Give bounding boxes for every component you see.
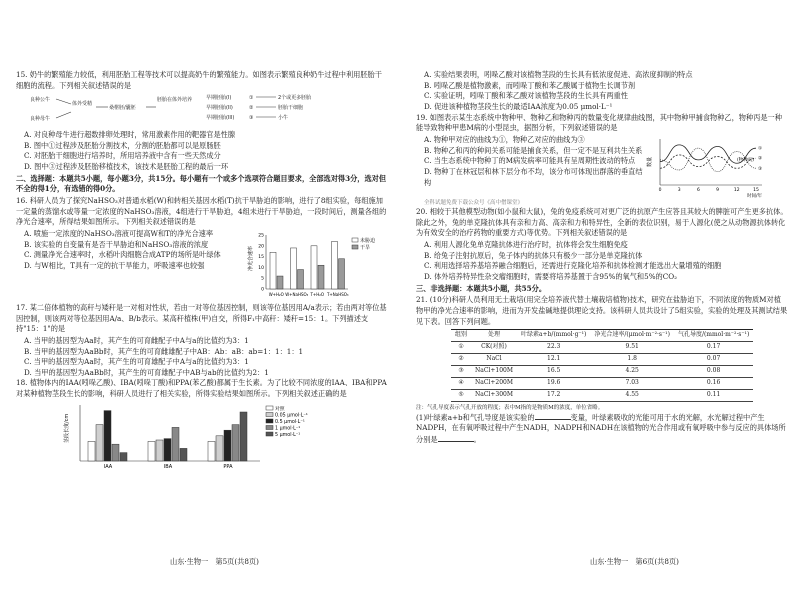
q21-sub1-part-a: (1)叶绿素a+b和气孔导度是该实验的	[416, 412, 535, 422]
q18-option-b: B. 吲哚乙酸是植物激素，而吲哚丁酸和苯乙酸属于植物生长调节剂	[424, 80, 636, 90]
y-tick-label: 10	[258, 265, 264, 271]
x-tick-label: T+H₂O	[310, 291, 325, 297]
bar	[156, 440, 163, 461]
bar	[277, 276, 283, 289]
diagram-node: 桑椹胚/囊胚	[109, 105, 136, 112]
x-tick-label: W+H₂O	[268, 291, 284, 297]
legend-swatch	[352, 245, 358, 249]
q15-option-d: D. 图中③过程涉及胚胎移植技术，该技术是胚胎工程的最后一环	[24, 161, 229, 171]
section-2-heading: 二、选择题：本题共5小题，每小题3分，共15分。每小题有一个或多个选项符合题目要求，全部选对得3分，选对但不全的得1分，有选错的得0分。	[16, 173, 387, 194]
question-18-options	[416, 70, 788, 113]
question-18	[16, 378, 388, 476]
diagram-node: 小牛	[278, 115, 289, 122]
q15-flow-diagram	[16, 92, 388, 126]
table-cell: ④	[451, 377, 471, 389]
bar	[339, 259, 345, 289]
diagram-node: 早期胚胎(I)	[206, 95, 232, 102]
legend-label: 0.5 μmol·L⁻¹	[275, 419, 305, 425]
x-tick-label: 15	[753, 187, 759, 193]
series-label: ②	[758, 156, 763, 162]
y-tick-label: 20	[258, 244, 264, 250]
table-row	[451, 342, 753, 354]
table-row	[451, 354, 753, 366]
table-cell: ①	[451, 342, 471, 354]
q19-option-d: D. 物种丁在林冠层和林下层分布不均，该分布可体现出群落的垂直结构	[424, 166, 643, 187]
table-cell: 17.2	[517, 389, 590, 401]
x-tick-label: 3	[677, 187, 681, 193]
answer-blank[interactable]	[535, 412, 571, 420]
x-axis-label: 时间/年	[746, 193, 762, 199]
bar	[298, 269, 304, 288]
diagram-label: ②	[249, 105, 254, 112]
table-cell: NaCl+200M	[471, 377, 517, 389]
legend-label: 干旱	[360, 244, 371, 251]
diagram-node: 胚胎在体外培养	[157, 97, 193, 104]
diagram-label: ③	[249, 115, 254, 122]
legend-swatch	[266, 412, 273, 416]
table-cell: 0.11	[674, 389, 753, 401]
bar	[208, 441, 215, 461]
diagram-node: 2个或更多胚胎	[278, 95, 312, 102]
diagram-node: 良种公牛	[30, 97, 51, 104]
x-tick-label: W+NaHSO₃	[285, 291, 309, 297]
page-footer-5: 山东·生物一 第5页(共8页)	[170, 557, 259, 566]
question-20	[416, 207, 788, 283]
table-cell: 4.55	[590, 389, 674, 401]
q15-option-c: C. 对胚胎干细胞进行培养时，所用培养液中含有一些天然成分	[24, 151, 221, 161]
q19-stem: 19. 如图表示某生态系统中物种甲、物种乙和物种丙的数量变化规律曲线图，其中物种甲捕食物种乙，物种丙是一种能导致物种甲患M病的小型昆虫，据图分析，下列叙述错误的是	[416, 112, 782, 133]
table-cell: 1.8	[590, 354, 674, 366]
y-tick-label: 15	[258, 254, 264, 260]
table-cell: NaCl+300M	[471, 389, 517, 401]
table-header: 气孔导度/(mmol·m⁻²·s⁻¹)	[674, 330, 753, 342]
exam-page-5	[16, 70, 388, 560]
q17-option-c: C. 当甲的基因型为Aa时，其产生的可育雄配子中A与a的比值约为3：1	[24, 357, 249, 367]
bar	[180, 448, 187, 461]
x-tick-label: 12	[733, 187, 740, 193]
table-cell: 0.16	[674, 377, 753, 389]
q20-option-b: B. 给兔子注射抗原后，兔子体内的抗体只有极少一部分是单克隆抗体	[424, 250, 643, 260]
q16-option-c: C. 测量净光合速率时，水稻叶肉细胞合成ATP的场所是叶绿体	[24, 250, 221, 260]
q20-option-d: D. 体外培养特异性杂交瘤细胞时，需要将培养基置于含95%的氧气和5%的CO₂	[424, 272, 677, 281]
question-21	[416, 295, 788, 445]
q19-option-a: A. 物种甲对应的曲线为①，物种乙对应的曲线为③	[424, 134, 585, 144]
bar	[270, 252, 276, 289]
bar	[318, 265, 324, 289]
table-cell: 7.03	[590, 377, 674, 389]
bar	[172, 427, 179, 461]
legend-label: 对照	[275, 406, 285, 412]
table-cell: ③	[451, 365, 471, 377]
q18-option-d: D. 促进该种植物茎段生长的最适IAA浓度为0.05 μmol·L⁻¹	[424, 101, 613, 111]
q16-option-d: D. 与W相比，T具有一定的抗干旱能力，呼吸速率也较强	[24, 260, 205, 270]
x-tick-label: IBA	[163, 463, 173, 470]
q15-option-b: B. 图中①过程涉及胚胎分割技术，分割的胚胎都可以是原肠胚	[24, 140, 221, 150]
bar	[148, 441, 155, 461]
bar	[164, 438, 171, 460]
q19-option-c: C. 当生态系统中物种丁的M病发病率可能具有呈周期性波动的特点	[424, 156, 636, 166]
table-cell: 0.07	[674, 354, 753, 366]
table-cell: 0.08	[674, 365, 753, 377]
bar	[332, 241, 338, 289]
diagram-node: 良种母牛	[30, 116, 51, 123]
legend-swatch	[266, 432, 273, 436]
table-header: 组别	[451, 330, 471, 342]
q18-option-a: A. 实验结果表明，吲哚乙酸对该植物茎段的生长具有低浓度促进、高浓度抑制的特点	[424, 70, 693, 79]
q18-bar-chart	[56, 401, 356, 473]
q21-table-note: 注：气孔导度表示气孔开放的程度；表中M指的是物质M的浓度，单位省略。	[416, 404, 604, 411]
diagram-node: 早期胚胎(III)	[206, 115, 235, 122]
question-17	[16, 303, 388, 379]
q21-sub1-part-b: 变量，叶绿素吸收的光能可用于水的光解，水光解过程中产生NADPH，在有氧呼吸过程中产生NADH，NADPH和NADH在该植物的光合作用或有氧呼吸中参与反应的具体场所分别是	[416, 412, 786, 444]
y-axis-label: 净光合速率	[248, 245, 254, 271]
q21-subquestion-1	[416, 412, 788, 446]
q19-option-b: B. 物种乙和丙的种间关系可能是捕食关系，但一定不是互利共生关系	[424, 145, 643, 155]
table-cell: 9.51	[590, 342, 674, 354]
table-cell: CK(对照)	[471, 342, 517, 354]
legend-label: 1 μmol·L⁻¹	[275, 426, 301, 432]
q15-stem: 15. 奶牛的繁殖能力较低，利用胚胎工程等技术可以提高奶牛的繁殖能力。如图表示繁殖良种奶牛过程中利用胚胎干细胞的流程。下列相关叙述错误的是	[16, 70, 382, 90]
table-cell: 0.17	[674, 342, 753, 354]
diagram-label: ①	[249, 95, 254, 102]
legend-swatch	[266, 406, 273, 410]
bar	[120, 452, 127, 460]
question-19	[416, 113, 788, 207]
question-15	[16, 70, 388, 173]
table-cell: 4.25	[590, 365, 674, 377]
legend-label: 5 μmol·L⁻¹	[275, 432, 301, 438]
q21-stem: 21. (10分)科研人员利用无土栽培(用完全培养液代替土壤栽培植物)技术，研究在盐胁迫下，不同浓度的物质M对植物甲的净光合速率的影响，进而为开发盐碱地提供理论支持。该科研人员共设计了5组实验，实验的处理及其测试结果见下表。回答下列问题。	[416, 295, 788, 326]
q16-bar-chart	[244, 229, 384, 303]
exam-page-6	[416, 70, 788, 560]
table-cell: NaCl	[471, 354, 517, 366]
bar	[104, 410, 111, 460]
q18-option-c: C. 实验证明，吲哚丁酸和苯乙酸对该植物茎段的生长具有两重性	[424, 91, 628, 101]
bar	[232, 424, 239, 460]
bar	[240, 412, 247, 461]
q17-stem: 17. 某二倍体植物的高秆与矮秆是一对相对性状，若由一对等位基因控制，则该等位基因用A/a表示；若由两对等位基因控制，则该两对等位基因用A/a、B/b表示。某高秆植株(甲)自交，所得F₁中高秆：矮秆=15：1。下列描述支持"15：1"的是	[16, 302, 387, 334]
bar	[88, 441, 95, 461]
legend-label: 未胁迫	[360, 237, 376, 244]
diagram-node: 早期胚胎(II)	[206, 105, 233, 112]
bar	[311, 246, 317, 289]
table-header: 叶绿素a+b/(mmol·g⁻¹)	[517, 330, 590, 342]
question-16	[16, 196, 388, 303]
table-cell: 19.6	[517, 377, 590, 389]
x-tick-label: IAA	[103, 463, 113, 470]
table-cell: 16.5	[517, 365, 590, 377]
table-cell: ②	[451, 354, 471, 366]
table-header-row	[451, 330, 753, 342]
q19-watermark: 全科试题免费下载公众号《高中僧课堂》	[424, 199, 524, 206]
bar	[96, 424, 103, 460]
x-tick-label: PPA	[223, 463, 233, 470]
legend-label: 0.05 μmol·L⁻¹	[275, 413, 308, 419]
section-3-heading: 三、非选择题：本题共5小题，共55分。	[416, 283, 547, 293]
table-cell: 22.3	[517, 342, 590, 354]
bar	[216, 436, 223, 461]
table-cell: NaCl+100M	[471, 365, 517, 377]
y-axis-label: 数量	[647, 156, 653, 167]
table-row	[451, 365, 753, 377]
series-label: ①	[758, 146, 763, 152]
q16-stem: 16. 科研人员为了探究NaHSO₃对普通水稻(W)和转相关基因水稻(T)抗干旱胁迫的影响，进行了8组实验，每组施加一定量的蒸馏水或等量一定浓度的NaHSO₃溶液，4组进行干旱胁迫，4组未进行干旱胁迫，一段时间后，测量各组的净光合速率，所得结果如图所示。下列相关叙述错误的是	[16, 195, 387, 227]
q19-line-chart	[644, 135, 784, 199]
q16-option-b: B. 该实验的自变量有是否干旱胁迫和NaHSO₃溶液的浓度	[24, 239, 209, 249]
legend-swatch	[266, 425, 273, 429]
q20-stem: 20. 相较于其他模型动物(如小鼠和大鼠)，兔的免疫系统可对更广泛的抗原产生应答且其较大的脾脏可产生更多抗体。除此之外，兔的单克隆抗体具有亲和力高、高亲和力和特异性，全新的表位识别，易于人源化(使之从动物源抗体转化为有效安全的治疗药物的重要方式)等优势。下列相关叙述错误的是	[416, 207, 788, 238]
table-header: 处理	[471, 330, 517, 342]
x-tick-label: T+NaHSO₃	[326, 291, 349, 297]
q21-sub1-part-c: 。	[473, 434, 481, 444]
q20-option-a: A. 利用人源化兔单克隆抗体进行治疗时，抗体将会发生细胞免疫	[424, 240, 628, 250]
table-cell: ⑤	[451, 389, 471, 401]
bar	[224, 430, 231, 461]
y-tick-label: 25	[258, 233, 264, 239]
q18-stem: 18. 植物体内的IAA(吲哚乙酸)、IBA(吲哚丁酸)和PPA(苯乙酸)都属于生长素。为了比较不同浓度的IAA、IBA和PPA对某种植物茎段生长的影响，科研人员进行了相关实验，所得实验结果如图所示。下列相关叙述正确的是	[16, 378, 387, 399]
legend-swatch	[352, 238, 358, 242]
y-axis-label: 茎段长度/cm	[64, 413, 70, 443]
y-tick-label: 0	[261, 287, 264, 293]
page-footer-6: 山东·生物一 第6页(共8页)	[590, 557, 679, 566]
q16-option-a: A. 喷施一定浓度的NaHSO₃溶液可提高W和T的净光合速率	[24, 228, 214, 238]
table-row	[451, 377, 753, 389]
legend-swatch	[266, 419, 273, 423]
table-header: 净光合速率/(μmol·m⁻²·s⁻¹)	[590, 330, 674, 342]
q15-option-a: A. 对良种母牛进行超数排卵处理时，常用激素作用的靶器官是性腺	[24, 129, 236, 139]
q17-option-d: D. 当甲的基因型为AaBb时，其产生的可育雄配子中AB与ab的比值约为2：1	[24, 367, 269, 377]
q21-data-table	[451, 329, 753, 401]
q17-option-a: A. 当甲的基因型为Aa时，其产生的可育雌配子中A与a的比值约为3：1	[24, 335, 249, 345]
table-cell: 12.1	[517, 354, 590, 366]
x-tick-label: 9	[716, 187, 720, 193]
x-tick-label: 6	[696, 187, 700, 193]
answer-blank[interactable]	[438, 434, 474, 442]
legend-label: (物种丙)	[736, 157, 754, 163]
q20-option-c: C. 利用选择培养基培养融合细胞后，还需进行克隆化培养和抗体检测才能选出大量增殖的细胞	[424, 261, 722, 271]
y-tick-label: 5	[261, 276, 264, 282]
bar	[112, 444, 119, 461]
x-tick-label: 0	[658, 187, 662, 193]
q17-option-b: B. 当甲的基因型为AaBb时，其产生的可育雌雄配子中AB：Ab：aB：ab=1：1：1：1	[24, 346, 304, 356]
series-label: ③	[758, 166, 763, 172]
table-row	[451, 389, 753, 401]
bar	[291, 248, 297, 289]
diagram-node: 胚胎干细胞	[278, 105, 304, 112]
diagram-node: 体外受精	[72, 101, 93, 108]
